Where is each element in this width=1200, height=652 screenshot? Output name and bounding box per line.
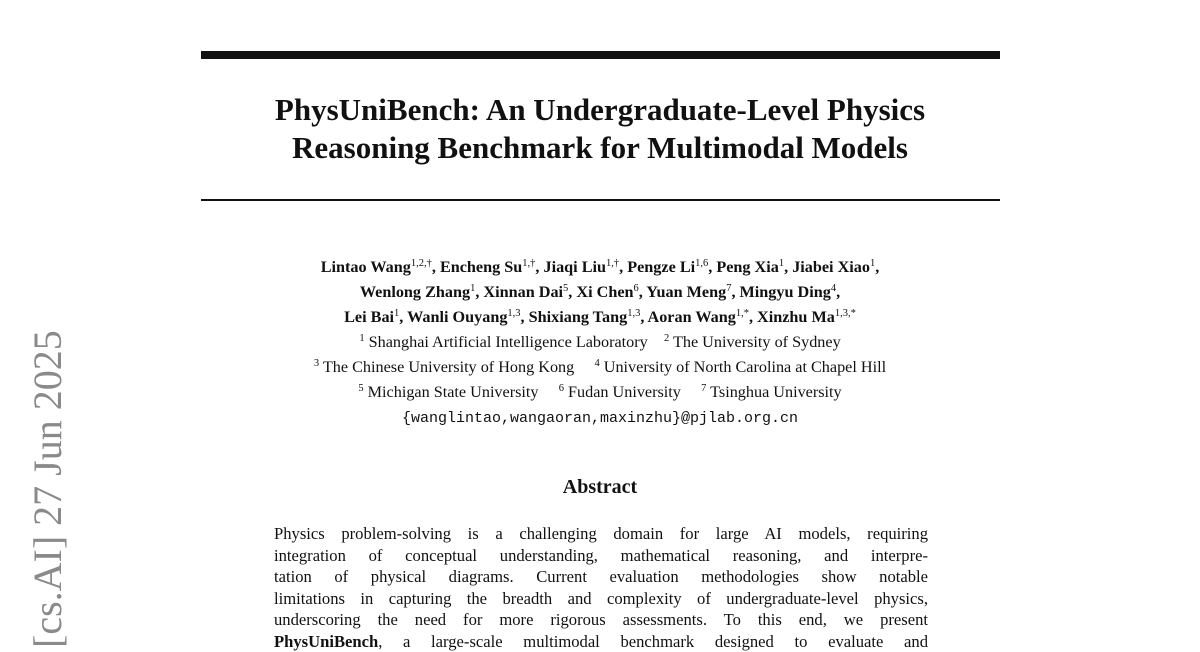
author-sep: , bbox=[619, 258, 627, 276]
affiliation-line bbox=[150, 356, 1050, 381]
author-name: Lintao Wang bbox=[321, 258, 411, 276]
author-name: Wanli Ouyang bbox=[407, 308, 507, 326]
author-marks: 6 bbox=[634, 283, 639, 294]
author-name: Wenlong Zhang bbox=[360, 283, 470, 301]
author-name: Mingyu Ding bbox=[740, 283, 831, 301]
affiliation-name: Fudan University bbox=[568, 383, 681, 401]
author-marks: 1,6 bbox=[695, 258, 708, 269]
author-name: Aoran Wang bbox=[648, 308, 736, 326]
author-name: Xinzhu Ma bbox=[757, 308, 835, 326]
abstract-body bbox=[274, 523, 928, 652]
author-marks: 5 bbox=[563, 283, 568, 294]
author-sep: , bbox=[535, 258, 543, 276]
author-name: Yuan Meng bbox=[646, 283, 726, 301]
author-marks: 1,3 bbox=[507, 308, 520, 319]
affiliation-number: 7 bbox=[701, 383, 706, 394]
affiliation-name: The University of Sydney bbox=[673, 333, 841, 351]
affiliation-number: 4 bbox=[594, 358, 599, 369]
abstract-line: Physics problem-solving is a challenging domain for large AI models, requiring bbox=[274, 523, 928, 545]
affiliation-number: 6 bbox=[559, 383, 564, 394]
author-name: Encheng Su bbox=[440, 258, 522, 276]
author-sep: , bbox=[639, 283, 647, 301]
author-name: Shixiang Tang bbox=[529, 308, 628, 326]
author-name: Xi Chen bbox=[576, 283, 633, 301]
title-line: Reasoning Benchmark for Multimodal Models bbox=[150, 129, 1050, 167]
affiliation-number: 3 bbox=[314, 358, 319, 369]
benchmark-name: PhysUniBench bbox=[274, 632, 378, 651]
affiliation-number: 1 bbox=[359, 333, 364, 344]
author-marks: 1 bbox=[470, 283, 475, 294]
abstract-line-text: , a large-scale multimodal benchmark designed to evaluate and bbox=[378, 632, 928, 651]
author-block bbox=[150, 256, 1050, 430]
title-top-rule bbox=[201, 51, 1000, 59]
author-name: Lei Bai bbox=[344, 308, 394, 326]
abstract-line bbox=[274, 631, 928, 652]
affiliation-name: Michigan State University bbox=[368, 383, 539, 401]
author-sep: , bbox=[784, 258, 792, 276]
author-marks: 1,* bbox=[736, 308, 749, 319]
author-line bbox=[150, 281, 1050, 306]
author-marks: 1,3 bbox=[627, 308, 640, 319]
author-sep: , bbox=[568, 283, 576, 301]
abstract-line: limitations in capturing the breadth and complexity of undergraduate-level physics, bbox=[274, 588, 928, 610]
abstract-line: tation of physical diagrams. Current evaluation methodologies show notable bbox=[274, 566, 928, 588]
author-marks: 1 bbox=[779, 258, 784, 269]
author-marks: 4 bbox=[831, 283, 836, 294]
affiliation-name: Shanghai Artificial Intelligence Laboratory bbox=[369, 333, 648, 351]
author-marks: 1,3,* bbox=[835, 308, 856, 319]
author-sep: , bbox=[399, 308, 407, 326]
affiliation-line bbox=[150, 381, 1050, 406]
author-line bbox=[150, 256, 1050, 281]
author-marks: 1,† bbox=[606, 258, 619, 269]
abstract-line: integration of conceptual understanding, mathematical reasoning, and interpre- bbox=[274, 545, 928, 567]
author-sep: , bbox=[749, 308, 757, 326]
contact-email-line bbox=[150, 406, 1050, 430]
author-sep: , bbox=[640, 308, 647, 326]
author-sep: , bbox=[875, 258, 879, 276]
author-name: Xinnan Dai bbox=[483, 283, 563, 301]
author-sep: , bbox=[708, 258, 716, 276]
affiliation-name: Tsinghua University bbox=[710, 383, 842, 401]
title-line: PhysUniBench: An Undergraduate-Level Physics bbox=[150, 91, 1050, 129]
author-name: Pengze Li bbox=[627, 258, 695, 276]
author-marks: 1,2,† bbox=[411, 258, 432, 269]
paper-title bbox=[150, 91, 1050, 167]
author-marks: 1 bbox=[870, 258, 875, 269]
author-name: Jiaqi Liu bbox=[543, 258, 606, 276]
author-sep: , bbox=[432, 258, 440, 276]
author-name: Jiabei Xiao bbox=[792, 258, 870, 276]
affiliation-name: University of North Carolina at Chapel Hill bbox=[604, 358, 886, 376]
arxiv-identifier-stamp: [cs.AI] 27 Jun 2025 bbox=[28, 330, 68, 648]
affiliation-number: 2 bbox=[664, 333, 669, 344]
author-sep: , bbox=[521, 308, 529, 326]
title-bottom-rule bbox=[201, 199, 1000, 201]
author-marks: 1 bbox=[394, 308, 399, 319]
author-marks: 1,† bbox=[522, 258, 535, 269]
abstract-line: underscoring the need for more rigorous assessments. To this end, we present bbox=[274, 609, 928, 631]
author-line bbox=[150, 306, 1050, 331]
affiliation-line bbox=[150, 331, 1050, 356]
author-marks: 7 bbox=[726, 283, 731, 294]
contact-email[interactable]: {wanglintao,wangaoran,maxinzhu}@pjlab.org.cn bbox=[402, 410, 798, 427]
abstract-heading: Abstract bbox=[150, 474, 1050, 500]
author-name: Peng Xia bbox=[716, 258, 779, 276]
affiliation-number: 5 bbox=[358, 383, 363, 394]
author-sep: , bbox=[475, 283, 483, 301]
author-sep: , bbox=[836, 283, 840, 301]
affiliation-name: The Chinese University of Hong Kong bbox=[323, 358, 574, 376]
author-sep: , bbox=[731, 283, 739, 301]
